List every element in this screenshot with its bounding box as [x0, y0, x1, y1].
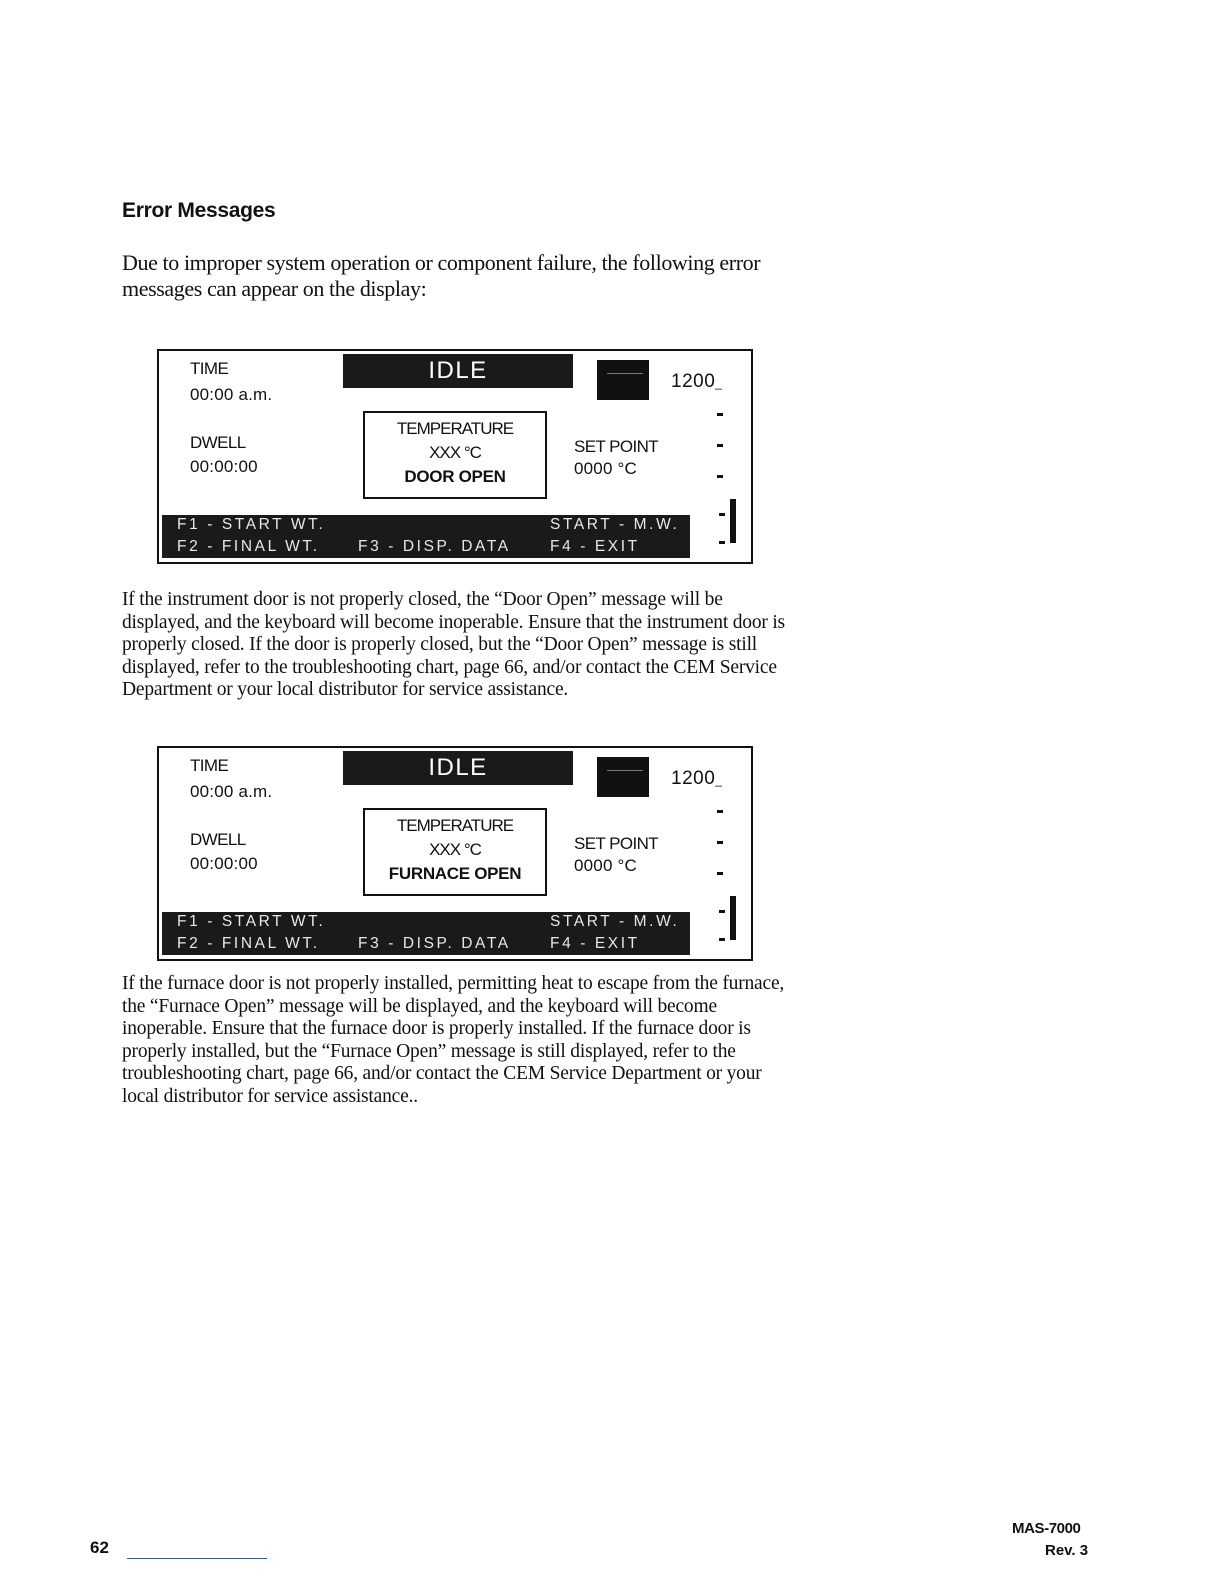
indicator-block [597, 757, 649, 797]
setpoint-value: 0000 °C [574, 459, 638, 478]
f3-display-data-key: F3 - DISP. DATA [358, 935, 511, 952]
page-number: 62 [90, 1538, 109, 1557]
level-tick [719, 910, 725, 913]
temperature-value: XXX °C [429, 840, 481, 859]
door-open-paragraph: If the instrument door is not properly closed, the “Door Open” message will be displayed, and the keyboard will become inoperable. Ensure that the instrument door is properly closed. If the door is properly closed, but the “Door Open” message is still displayed, refer to the troubleshooting chart, page 66, and/or contact the CEM Service Department or your local distributor for service assistance. [122, 589, 785, 701]
temperature-label: TEMPERATURE [396, 419, 514, 438]
dwell-label: DWELL [190, 830, 246, 849]
level-bar [730, 896, 736, 940]
error-message: FURNACE OPEN [388, 864, 522, 883]
temperature-value: XXX °C [429, 443, 481, 462]
setpoint-value: 0000 °C [574, 856, 638, 875]
dwell-value: 00:00:00 [190, 854, 258, 873]
level-tick [719, 513, 725, 516]
furnace-open-paragraph: If the furnace door is not properly installed, permitting heat to escape from the furnace, the “Furnace Open” message will be displayed, and the keyboard will become inoperable. Ensure that the furnace door is properly installed. If the furnace door is properly installed, but the “Furnace Open” message is still displayed, refer to the troubleshooting chart, page 66, and/or contact the CEM Service Department or your local distributor for service assistance.. [122, 973, 785, 1107]
f1-start-weight-key: F1 - START WT. [177, 516, 326, 533]
scale-value: 1200_ [671, 371, 723, 392]
setpoint-label: SET POINT [574, 437, 659, 456]
scale-value: 1200_ [671, 768, 723, 789]
start-mw-key: START - M.W. [550, 516, 680, 533]
status-banner: IDLE [343, 354, 573, 388]
f2-final-weight-key: F2 - FINAL WT. [177, 935, 320, 952]
f3-display-data-key: F3 - DISP. DATA [358, 538, 511, 555]
status-banner: IDLE [343, 751, 573, 785]
start-mw-key: START - M.W. [550, 913, 680, 930]
level-bar [730, 499, 736, 543]
time-label: TIME [190, 359, 229, 378]
function-key-bar [162, 515, 690, 558]
level-tick [719, 541, 725, 544]
f1-start-weight-key: F1 - START WT. [177, 913, 326, 930]
f4-exit-key: F4 - EXIT [550, 538, 640, 555]
revision: Rev. 3 [1045, 1542, 1089, 1559]
footer-rule [127, 1558, 267, 1559]
intro-paragraph: Due to improper system operation or component failure, the following error messages can appear on the display: [122, 250, 761, 301]
dwell-value: 00:00:00 [190, 457, 258, 476]
scale-ticks [717, 413, 731, 506]
lcd-display-furnace-open [157, 746, 753, 961]
temperature-box [363, 808, 547, 896]
lcd-display-door-open [157, 349, 753, 564]
scale-ticks [717, 810, 731, 903]
section-heading: Error Messages [122, 199, 276, 222]
temperature-label: TEMPERATURE [396, 816, 514, 835]
dwell-label: DWELL [190, 433, 246, 452]
f4-exit-key: F4 - EXIT [550, 935, 640, 952]
setpoint-label: SET POINT [574, 834, 659, 853]
indicator-block [597, 360, 649, 400]
function-key-bar [162, 912, 690, 955]
time-value: 00:00 a.m. [190, 385, 273, 404]
f2-final-weight-key: F2 - FINAL WT. [177, 538, 320, 555]
error-message: DOOR OPEN [404, 467, 506, 486]
level-tick [719, 938, 725, 941]
time-label: TIME [190, 756, 229, 775]
temperature-box [363, 411, 547, 499]
time-value: 00:00 a.m. [190, 782, 273, 801]
model-number: MAS-7000 [1012, 1520, 1081, 1537]
